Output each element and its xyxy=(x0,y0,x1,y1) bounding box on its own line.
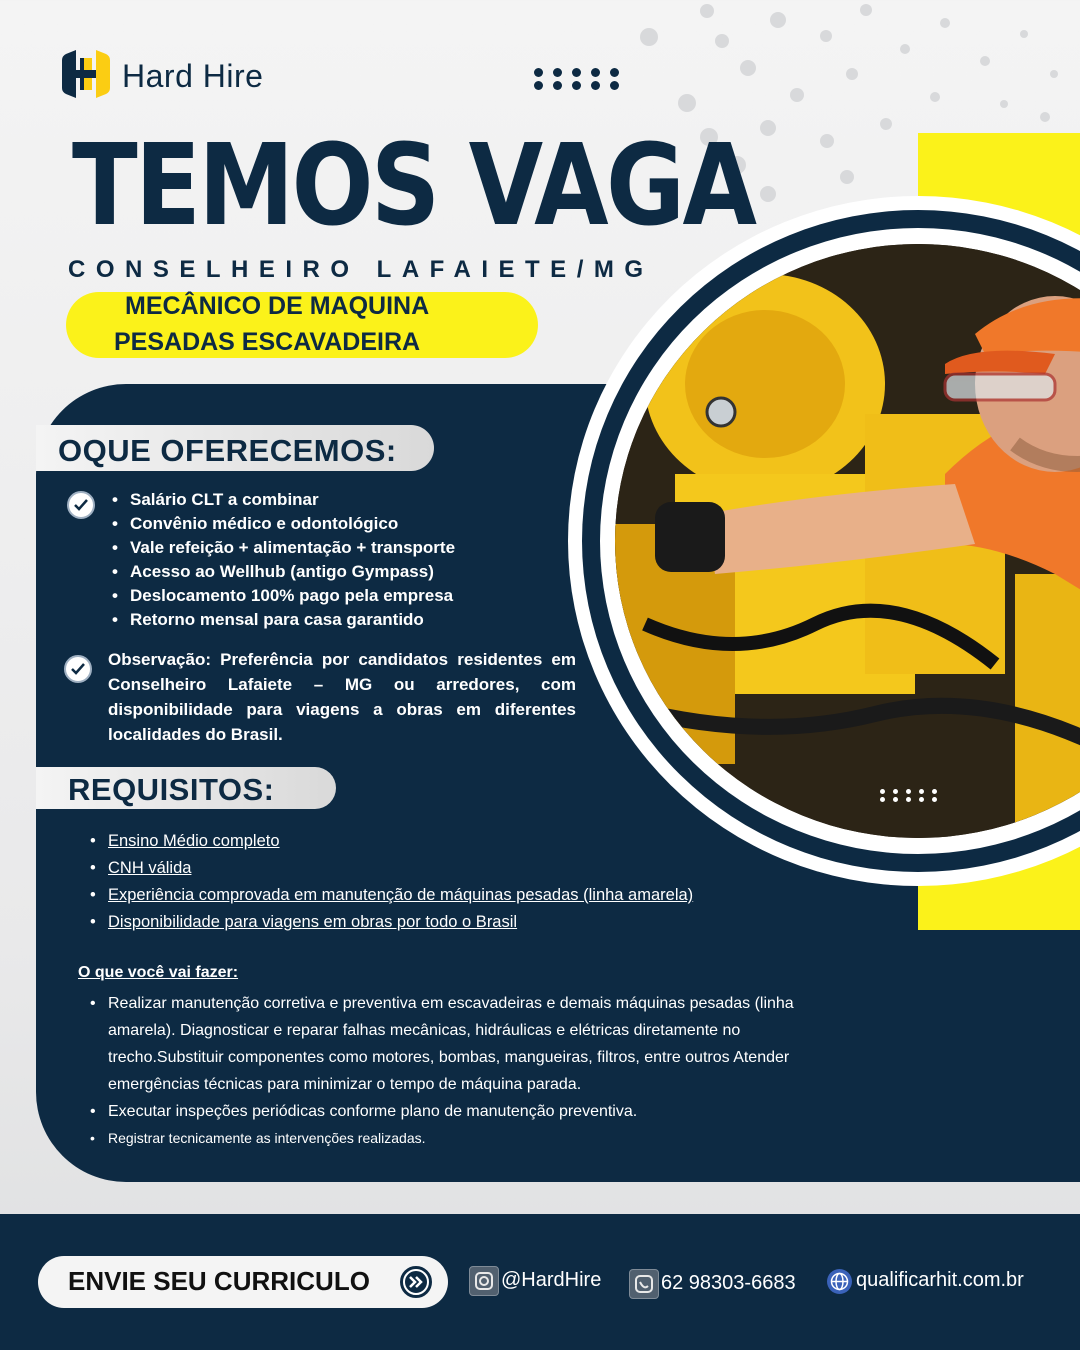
requirement-text: Experiência comprovada em manutenção de máquinas pesadas (linha amarela) xyxy=(108,886,694,904)
list-item: • Registrar tecnicamente as intervenções realizadas. xyxy=(88,1125,858,1152)
job-title-line1: MECÂNICO DE MAQUINA xyxy=(125,292,430,320)
requirement-text: Ensino Médio completo xyxy=(108,832,280,850)
location: CONSELHEIRO LAFAIETE/MG xyxy=(68,256,654,283)
list-item: • Vale refeição + alimentação + transporte xyxy=(110,536,455,560)
requirement-text: Disponibilidade para viagens em obras por todo o Brasil xyxy=(108,913,518,931)
tasks-list xyxy=(88,990,858,1152)
website-link[interactable]: qualificarhit.com.br xyxy=(856,1269,1024,1291)
requirement-text: CNH válida xyxy=(108,859,192,877)
job-title-line2: PESADAS ESCAVADEIRA xyxy=(114,328,421,356)
globe-icon xyxy=(827,1269,852,1294)
send-cv-label: ENVIE SEU CURRICULO xyxy=(68,1266,370,1296)
list-item: • Convênio médico e odontológico xyxy=(110,512,455,536)
list-item: • Salário CLT a combinar xyxy=(110,488,455,512)
tasks-title: O que você vai fazer: xyxy=(78,964,239,981)
requirements-title: REQUISITOS: xyxy=(68,772,275,807)
list-item xyxy=(88,909,693,936)
instagram-icon xyxy=(469,1266,499,1296)
list-item xyxy=(88,828,693,855)
offers-list xyxy=(110,488,455,632)
decorative-dots-icon xyxy=(880,789,937,802)
list-item: • Realizar manutenção corretiva e preventiva em escavadeiras e demais máquinas pesadas (linha amarela). Diagnosticar e reparar falhas mecânicas, hidráulicas e elétricas diretamente no trecho.Substituir componentes como motores, bombas, mangueiras, filtros, entre outros Atender emergências técnicas para minimizar o tempo de máquina parada. xyxy=(88,990,858,1098)
phone-number[interactable]: 62 98303-6683 xyxy=(661,1272,796,1294)
hard-hire-logo-icon xyxy=(62,48,110,100)
check-icon xyxy=(67,491,95,519)
list-item: • Retorno mensal para casa garantido xyxy=(110,608,455,632)
double-chevron-right-icon xyxy=(400,1266,432,1298)
check-icon xyxy=(64,655,92,683)
observation-text: Observação: Preferência por candidatos residentes em Conselheiro Lafaiete – MG ou arredores, com disponibilidade para viagens a obras em diferentes localidades do Brasil. xyxy=(108,650,576,744)
whatsapp-icon xyxy=(629,1269,659,1299)
list-item xyxy=(88,855,693,882)
list-item: • Deslocamento 100% pago pela empresa xyxy=(110,584,455,608)
list-item xyxy=(88,882,693,909)
requirements-list xyxy=(88,828,693,936)
list-item: • Executar inspeções periódicas conforme plano de manutenção preventiva. xyxy=(88,1098,858,1125)
decorative-dots-icon xyxy=(534,68,619,90)
brand-name: Hard Hire xyxy=(122,58,264,94)
instagram-handle[interactable]: @HardHire xyxy=(501,1269,602,1291)
headline: TEMOS VAGA xyxy=(72,121,755,251)
offers-title: OQUE OFERECEMOS: xyxy=(58,433,397,468)
list-item: • Acesso ao Wellhub (antigo Gympass) xyxy=(110,560,455,584)
